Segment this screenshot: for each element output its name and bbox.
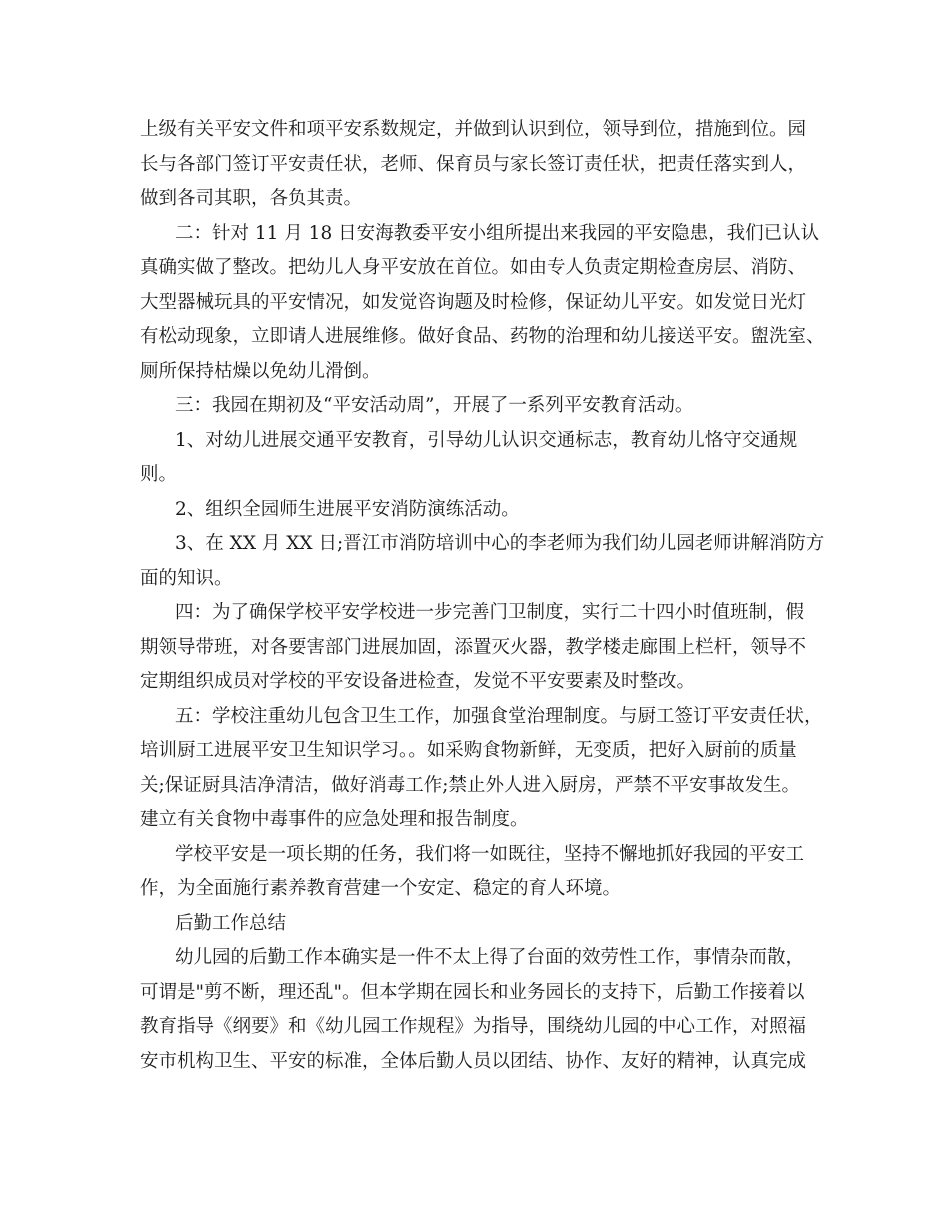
paragraph-7-start: 幼儿园的后勤工作本确实是一件不太上得了台面的效劳性工作，事情杂而散， [175, 947, 805, 968]
paragraph-6-start: 学校平安是一项长期的任务，我们将一如既往，坚持不懈地抓好我园的平安工 [175, 843, 805, 865]
paragraph-4-start: 四：为了确保学校平安学校进一步完善门卫制度，实行二十四小时值班制，假 [175, 602, 805, 623]
body-text [140, 113, 830, 1079]
text-line: 培训厨工进展平安卫生知识学习。。如采购食物新鲜，无变质，把好入厨前的质量 [140, 740, 797, 761]
text-line: 上级有关平安文件和项平安系数规定，并做到认识到位，领导到位，措施到位。园 [140, 119, 807, 140]
paragraph-2-start: 二：针对 11 月 18 日安海教委平安小组所提出来我园的平安隐患，我们已认认 [175, 222, 820, 244]
list-item-1: 1、对幼儿进展交通平安教育，引导幼儿认识交通标志，教育幼儿恪守交通规 [175, 429, 798, 451]
text-line: 面的知识。 [140, 567, 233, 589]
text-line: 期领导带班，对各要害部门进展加固，添置灭火器，教学楼走廊围上栏杆，领导不 [140, 636, 807, 658]
list-item-3: 3、在 XX 月 XX 日;晋江市消防培训中心的李老师为我们幼儿园老师讲解消防方 [175, 533, 825, 554]
text-line: 教育指导《纲要》和《幼儿园工作规程》为指导，围绕幼儿园的中心工作，对照福 [140, 1016, 807, 1037]
text-line: 有松动现象，立即请人进展维修。做好食品、药物的治理和幼儿接送平安。盥洗室、 [140, 326, 825, 347]
text-line: 关;保证厨具洁净清洁，做好消毒工作;禁止外人进入厨房，严禁不平安事故发生。 [140, 774, 800, 796]
text-line: 可谓是"剪不断，理还乱"。但本学期在园长和业务园长的支持下，后勤工作接着以 [140, 981, 805, 1003]
text-line: 则。 [140, 464, 178, 485]
text-line: 做到各司其职，各负其责。 [140, 188, 363, 209]
text-line: 厕所保持枯燥以免幼儿滑倒。 [140, 360, 381, 382]
text-line: 定期组织成员对学校的平安设备进检查，发觉不平安要素及时整改。 [140, 671, 696, 692]
text-line: 大型器械玩具的平安情况，如发觉咨询题及时检修，保证幼儿平安。如发觉日光灯 [140, 291, 807, 313]
text-line: 安市机构卫生、平安的标准，全体后勤人员以团结、协作、友好的精神，认真完成 [140, 1050, 807, 1072]
text-line: 作，为全面施行素养教育营建一个安定、稳定的育人环境。 [140, 878, 622, 899]
text-line: 真确实做了整改。把幼儿人身平安放在首位。如由专人负责定期检查房层、消防、 [140, 257, 807, 278]
list-item-2: 2、组织全园师生进展平安消防演练活动。 [175, 498, 520, 520]
section-heading: 后勤工作总结 [175, 912, 287, 934]
paragraph-3-start: 三：我园在期初及“平安活动周”，开展了一系列平安教育活动。 [175, 395, 694, 416]
paragraph-5-start: 五：学校注重幼儿包含卫生工作，加强食堂治理制度。与厨工签订平安责任状， [175, 705, 823, 727]
text-line: 长与各部门签订平安责任状，老师、保育员与家长签订责任状，把责任落实到人， [140, 153, 807, 175]
text-line: 建立有关食物中毒事件的应急处理和报告制度。 [140, 809, 529, 830]
